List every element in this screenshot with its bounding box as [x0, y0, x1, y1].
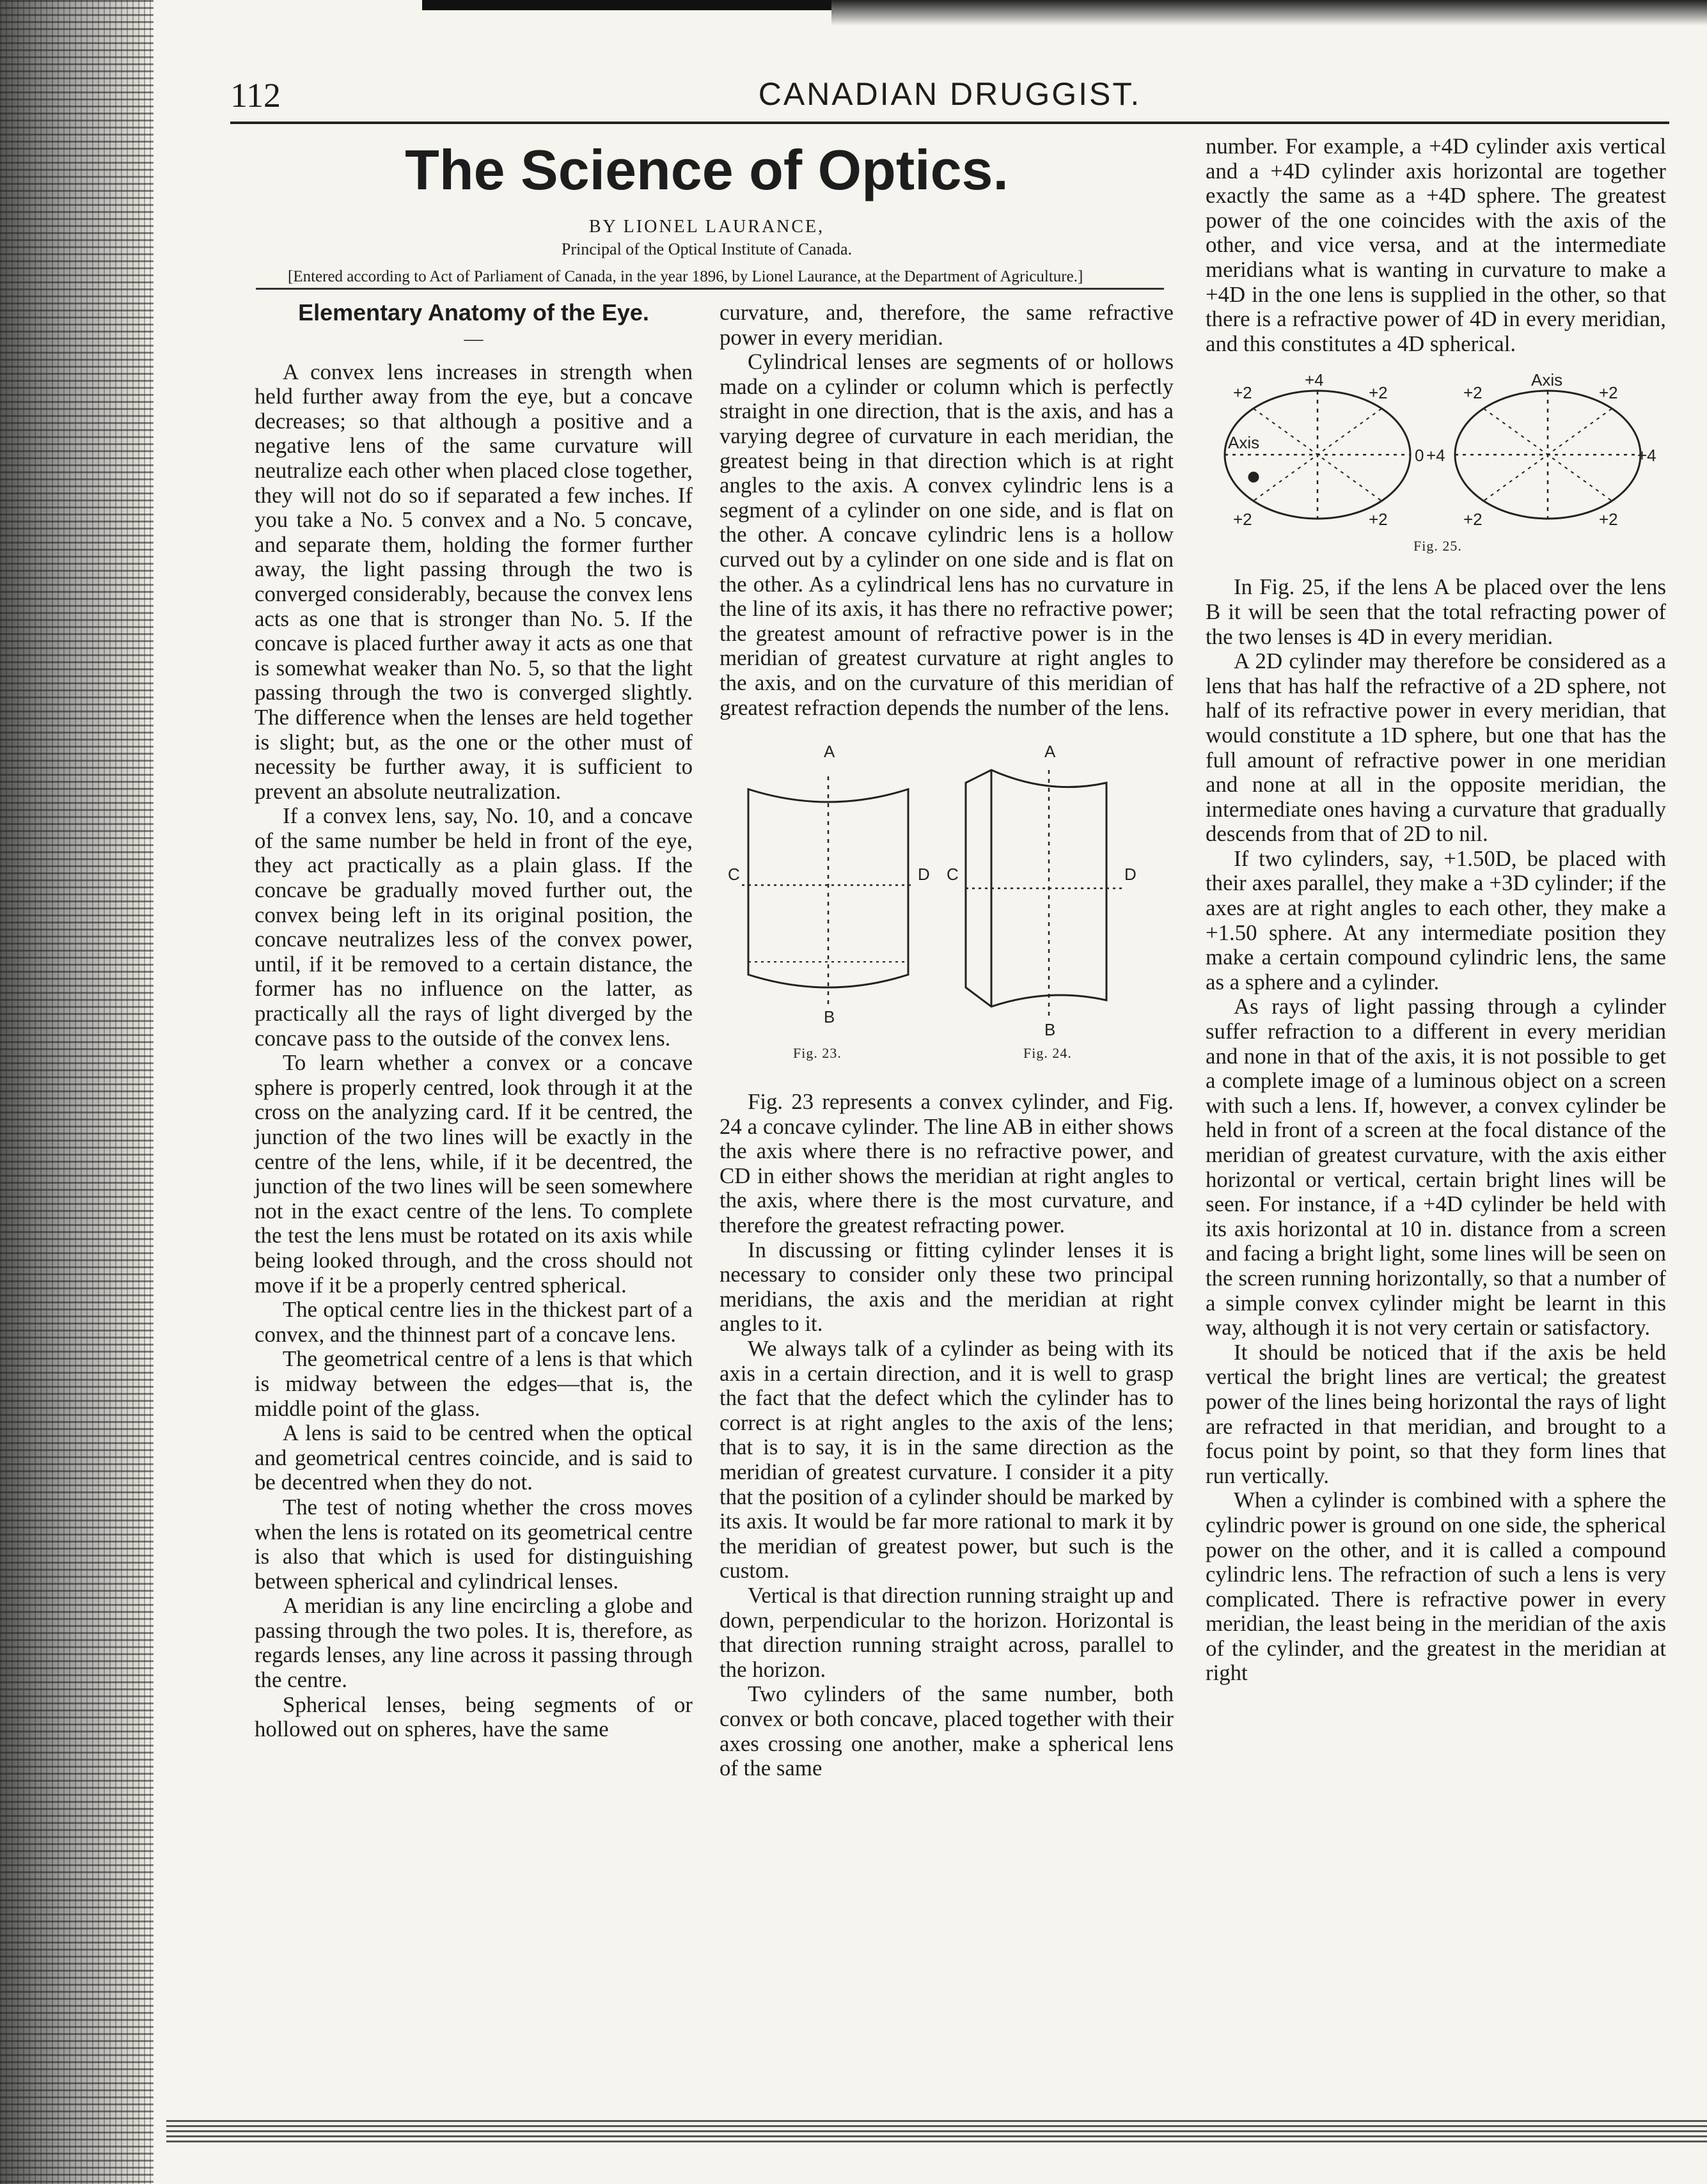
paragraph-continued: number. For example, a +4D cylinder axis vertical and a +4D cylinder axis horizontal are together exactly the same as a +4D sphere. The greatest power of the one coincides with the axis of the other, and vice versa, and at the intermediate meridians what is wanting in curvature to make a +4D in the one lens is supplied in the other, so that there is a refractive power of 4D in every meridian, and this constitutes a 4D spherical. — [1206, 134, 1666, 356]
paragraph: Vertical is that direction running straight up and down, perpendicular to the horizon. Horizontal is that direction running straight across, parallel to the horizon. — [720, 1582, 1174, 1682]
author-affiliation: Principal of the Optical Institute of Canada. — [561, 240, 853, 258]
section-heading: Elementary Anatomy of the Eye. — [298, 299, 649, 326]
fig25b-axis: Axis — [1531, 372, 1563, 390]
page-number: 112 — [230, 76, 281, 114]
fig25b-bottom-left: +2 — [1463, 510, 1483, 530]
paragraph: Fig. 23 represents a convex cylinder, and Fig. 24 a concave cylinder. The line AB in either shows the axis where there is no refractive power, and CD in either shows the meridian at right angles to the axis, where there is the most curvature, and therefore the greatest refracting power. — [720, 1089, 1174, 1238]
column-1 — [255, 301, 693, 1742]
fig23-label-b: B — [824, 1007, 835, 1027]
fig24-label-d: D — [1124, 865, 1137, 884]
column-2 — [720, 301, 1174, 1781]
fig25b-left: +4 — [1426, 446, 1445, 466]
fig25-lens-a — [1225, 391, 1410, 519]
fig23-label-a: A — [824, 742, 835, 762]
fig24-label-c: C — [947, 865, 959, 884]
paragraph: Spherical lenses, being segments of or hollowed out on spheres, have the same — [255, 1692, 693, 1742]
article-title: The Science of Optics. — [405, 138, 1009, 201]
journal-title: CANADIAN DRUGGIST. — [758, 76, 1142, 112]
paragraph: In Fig. 25, if the lens A be placed over the lens B it will be seen that the total refracting power of the two lenses is 4D in every meridian. — [1206, 574, 1666, 649]
fig25b-right: +4 — [1637, 446, 1656, 466]
fig25a-bottom-left: +2 — [1233, 510, 1252, 530]
scan-bottom-edge — [166, 2120, 1707, 2146]
paragraph: When a cylinder is combined with a sphere the cylindric power is ground on one side, the spherical power on the other, and it is called a compound cylindric lens. The refraction of such a lens is very complicated. There is refractive power in every meridian, the least being in the meridian of the axis of the cylinder, and the greatest in the meridian at right — [1206, 1488, 1666, 1686]
paragraph: The geometrical centre of a lens is that which is midway between the edges—that is, the middle point of the glass. — [255, 1346, 693, 1421]
fig25a-top-left: +2 — [1233, 383, 1252, 403]
fig25a-top-right: +2 — [1369, 383, 1388, 403]
fig24-label-b: B — [1044, 1020, 1056, 1040]
fig-24-concave-cylinder — [966, 770, 1122, 1019]
article-header — [243, 131, 1170, 286]
scan-top-shadow — [831, 0, 1707, 26]
paragraph: A 2D cylinder may therefore be considered as a lens that has half the refractive of a 2D sphere, not half of its refractive power in every meridian, that would constitute a 1D sphere, but one that has the full amount of refractive power in one meridian and none at all in the opposite meridian, the intermediate ones having a curvature that gradually descends from that of 2D to nil. — [1206, 648, 1666, 847]
fig24-label-a: A — [1044, 742, 1056, 762]
figure-25-crossed-cylinders — [1215, 372, 1656, 557]
paragraph: In discussing or fitting cylinder lenses it is necessary to consider only these two principal meridians, the axis and the meridian at right angles to it. — [720, 1237, 1174, 1337]
paragraph: We always talk of a cylinder as being with its axis in a certain direction, and it is well to grasp the fact that the defect which the cylinder has to correct is at right angles to the axis of the lens; that is to say, it is in the same direction as the meridian of greatest curvature. I consider it a pity that the position of a cylinder should be marked by its axis. It would be far more rational to mark it by the meridian of greatest power, but such is the custom. — [720, 1336, 1174, 1583]
paragraph: If a convex lens, say, No. 10, and a concave of the same number be held in front of the eye, they act practically as a plain glass. If the concave be gradually moved further out, the convex being left in its original position, the concave neutralizes less of the convex power, until, if it be removed to a certain distance, the former has no influence on the latter, as practically all the rays of light diverged by the concave pass to the outside of the convex lens. — [255, 803, 693, 1051]
fig25a-bottom-right: +2 — [1369, 510, 1388, 530]
paragraph: It should be noticed that if the axis be held vertical the bright lines are vertical; the greatest power of the lines being horizontal the rays of light are refracted in that meridian, and brought to a focus point by point, so that they form lines that run vertically. — [1206, 1339, 1666, 1488]
fig25a-right: 0 — [1415, 446, 1424, 466]
paragraph: The test of noting whether the cross moves when the lens is rotated on its geometrical centre is also that which is used for distinguishing between spherical and cylindrical lenses. — [255, 1494, 693, 1594]
column-3 — [1206, 134, 1666, 1686]
copyright-notice: [Entered according to Act of Parliament of Canada, in the year 1896, by Lionel Laurance, at the Department of Agriculture.] — [288, 268, 1083, 285]
figure-cylinders — [723, 732, 1170, 1064]
paragraph-continued: curvature, and, therefore, the same refractive power in every meridian. — [720, 300, 1174, 350]
paragraph: Two cylinders of the same number, both convex or both concave, placed together with their axes crossing one another, make a spherical lens of the same — [720, 1681, 1174, 1781]
paragraph: As rays of light passing through a cylinder suffer refraction to a different in every meridian and none in that of the axis, it is not possible to get a complete image of a luminous object on a screen with such a lens. If, however, a convex cylinder be held in front of a screen at the focal distance of the meridian of greatest curvature, with the axis either horizontal or vertical, certain bright lines will be seen. For instance, if a +4D cylinder be held with its axis horizontal at 10 in. distance from a screen and facing a bright light, some lines will be seen on the screen running horizontally, so that a number of a simple convex cylinder might be learnt in this way, although it is not very certain or satisfactory. — [1206, 994, 1666, 1340]
byline: BY LIONEL LAURANCE, — [588, 217, 825, 237]
paragraph: If two cylinders, say, +1.50D, be placed with their axes parallel, they make a +3D cylinder; if the axes are at right angles to each other, they make a +1.50 sphere. At any intermediate position they make a certain compound cylindric lens, the same as a sphere and a cylinder. — [1206, 845, 1666, 994]
fig25b-top-right: +2 — [1599, 383, 1618, 403]
paragraph: To learn whether a convex or a concave sphere is properly centred, look through it at the cross on the analyzing card. If it be centred, the junction of the two lines will be exactly in the centre of the lens, while, if it be decentred, the junction of the two lines will be seen somewhere not in the exact centre of the lens. To complete the test the lens must be rotated on its axis while being looked through, and the cross should not move if it be a properly centred spherical. — [255, 1050, 693, 1298]
fig25a-axis: Axis — [1228, 433, 1260, 453]
paragraph: The optical centre lies in the thickest part of a convex, and the thinnest part of a concave lens. — [255, 1297, 693, 1347]
paragraph: A lens is said to be centred when the optical and geometrical centres coincide, and is said to be decentred when they do not. — [255, 1420, 693, 1495]
fig23-caption: Fig. 23. — [793, 1045, 842, 1062]
fig25-lens-b — [1455, 391, 1640, 519]
paragraph: A meridian is any line encircling a globe and passing through the two poles. It is, therefore, as regards lenses, any line across it passing through the centre. — [255, 1593, 693, 1693]
fig25b-bottom-right: +2 — [1599, 510, 1618, 530]
fig24-caption: Fig. 24. — [1023, 1045, 1072, 1062]
paragraph: A convex lens increases in strength when held further away from the eye, but a concave decreases; so that although a positive and a negative lens of the same curvature will neutralize each other when placed close together, they will not do so if separated a few inches. If you take a No. 5 convex and a No. 5 concave, and separate them, holding the former further away, the light passing through the two is converged considerably, because the convex lens acts as one that is stronger than No. 5. If the concave is placed further away it acts as one that is somewhat weaker than No. 5, so that the light passing through the two is converged slightly. The difference when the lenses are held together is slight; but, as the one or the other must of necessity be further away, it is sufficient to prevent an absolute neutralization. — [255, 359, 693, 804]
header-rule — [230, 122, 1669, 124]
section-dash: — — [464, 327, 484, 349]
running-header — [230, 75, 1669, 120]
fig-23-convex-cylinder — [742, 776, 915, 1007]
fig25b-top-left: +2 — [1463, 383, 1483, 403]
fig25a-top: +4 — [1305, 372, 1324, 390]
paragraph: Cylindrical lenses are segments of or hollows made on a cylinder or column which is perfectly straight in one direction, that is the axis, and has a varying degree of curvature in each meridian, the greatest being in that direction which is at right angles to the axis. A convex cylindric lens is a segment of a cylinder on one side, and is flat on the other. A concave cylindric lens is a hollow curved out by a cylinder on one side and is flat on the other. As a cylindrical lens has no curvature in the line of its axis, it has there no refractive power; the greatest amount of refractive power is in the meridian of greatest curvature at right angles to the axis, and on the curvature of this meridian of greatest refraction depends the number of the lens. — [720, 349, 1174, 720]
fig23-label-d: D — [918, 865, 930, 884]
fig25-caption: Fig. 25. — [1413, 538, 1462, 554]
fig23-label-c: C — [728, 865, 740, 884]
book-binding-edge — [0, 0, 153, 2184]
copyright-rule — [256, 288, 1164, 290]
